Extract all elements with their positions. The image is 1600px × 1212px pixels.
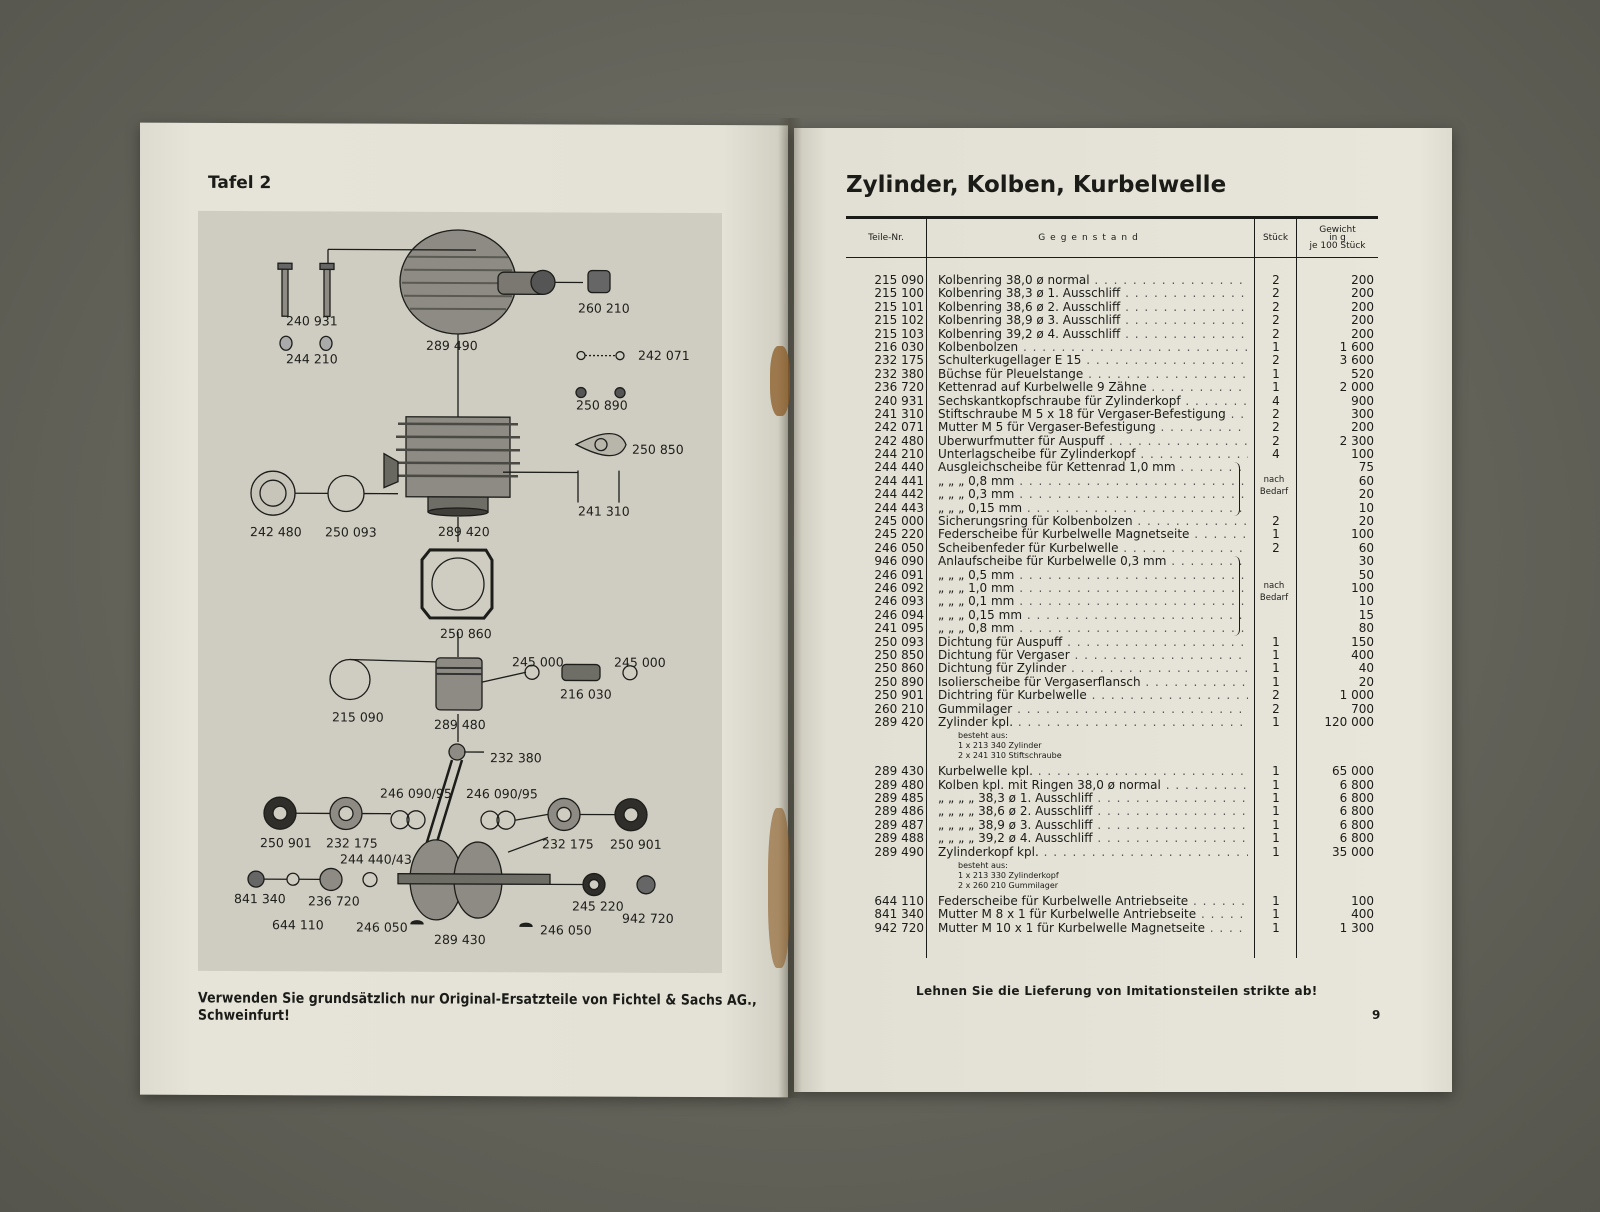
table-row xyxy=(846,314,1378,327)
header-gewicht-line3: je 100 Stück xyxy=(1309,241,1366,251)
rust-stain xyxy=(768,808,790,968)
part-label: 232 175 xyxy=(326,835,378,851)
table-row xyxy=(846,381,1378,394)
part-weight: 50 xyxy=(1358,567,1374,582)
part-quantity: 1 xyxy=(1272,817,1280,832)
bedarf-line2: Bedarf xyxy=(1259,487,1289,497)
part-description: „ „ „ 0,1 mm . . . xyxy=(938,595,1248,608)
part-quantity: 1 xyxy=(1272,844,1280,859)
part-number: 246 093 xyxy=(874,594,924,609)
part-description: Kettenrad auf Kurbelwelle 9 Zähne . . . xyxy=(938,381,1248,394)
part-quantity: 4 xyxy=(1272,447,1280,462)
part-number: 289 430 xyxy=(874,764,924,779)
subrow-text: 2 x 241 310 Stiftschraube xyxy=(958,751,1062,761)
subrow-text: besteht aus: xyxy=(958,861,1008,871)
header-stueck: Stück xyxy=(1254,219,1296,257)
part-quantity: 1 xyxy=(1272,894,1280,909)
bedarf-line1: nach xyxy=(1263,475,1285,485)
part-description: Kolbenring 38,3 ø 1. Ausschliff . . . xyxy=(938,287,1248,300)
part-description: „ „ „ 1,0 mm . . . xyxy=(938,582,1248,595)
part-quantity: 1 xyxy=(1272,661,1280,676)
part-description: „ „ „ „ 38,3 ø 1. Ausschliff . . . xyxy=(938,792,1248,805)
part-quantity: 2 xyxy=(1272,313,1280,328)
part-description: „ „ „ 0,15 mm . . . xyxy=(938,502,1248,515)
table-row xyxy=(846,488,1378,501)
nach-bedarf-note xyxy=(1254,474,1294,498)
table-row xyxy=(846,408,1378,421)
part-label: 246 050 xyxy=(540,922,592,938)
part-description: Sicherungsring für Kolbenbolzen . . . xyxy=(938,515,1248,528)
part-number: 250 901 xyxy=(874,688,924,703)
part-weight: 20 xyxy=(1358,674,1374,689)
part-number: 289 487 xyxy=(874,817,924,832)
part-number: 246 094 xyxy=(874,607,924,622)
left-page xyxy=(140,123,788,1098)
part-label: 841 340 xyxy=(234,890,286,907)
parts-table xyxy=(846,274,1378,935)
part-quantity: 1 xyxy=(1272,380,1280,395)
table-row xyxy=(846,582,1378,595)
table-row xyxy=(846,502,1378,515)
header-gewicht xyxy=(1296,219,1378,257)
part-number: 250 850 xyxy=(874,647,924,662)
part-description: „ „ „ „ 38,9 ø 3. Ausschliff . . . xyxy=(938,819,1248,832)
part-number: 246 091 xyxy=(874,567,924,582)
part-label: 215 090 xyxy=(332,709,384,725)
part-quantity: 1 xyxy=(1272,714,1280,729)
part-weight: 6 800 xyxy=(1339,817,1374,832)
part-weight: 520 xyxy=(1351,366,1374,381)
part-number: 215 090 xyxy=(874,273,924,287)
part-label: 260 210 xyxy=(578,300,630,316)
part-quantity: 1 xyxy=(1272,791,1280,806)
part-description: Ausgleichscheibe für Kettenrad 1,0 mm . . . xyxy=(938,461,1248,474)
part-number: 236 720 xyxy=(874,380,924,395)
part-quantity: 1 xyxy=(1272,527,1280,542)
table-row xyxy=(846,703,1378,716)
part-description: „ „ „ 0,8 mm . . . xyxy=(938,475,1248,488)
part-weight: 6 800 xyxy=(1339,804,1374,819)
part-quantity: 2 xyxy=(1272,406,1280,421)
part-weight: 30 xyxy=(1358,554,1374,569)
part-weight: 1 300 xyxy=(1339,920,1374,935)
part-description: Scheibenfeder für Kurbelwelle . . . xyxy=(938,542,1248,555)
part-label: 246 050 xyxy=(356,919,408,935)
part-description: Dichtung für Auspuff . . . xyxy=(938,636,1248,649)
table-row xyxy=(846,716,1378,729)
part-description: Kolbenring 38,6 ø 2. Ausschliff . . . xyxy=(938,301,1248,314)
table-row xyxy=(846,461,1378,474)
table-row xyxy=(846,908,1378,921)
part-number: 215 103 xyxy=(874,326,924,341)
right-page xyxy=(794,128,1452,1092)
part-description: „ „ „ 0,3 mm . . . xyxy=(938,488,1248,501)
part-quantity: 1 xyxy=(1272,777,1280,792)
part-label: 246 090/95 xyxy=(466,786,538,802)
part-number: 289 488 xyxy=(874,831,924,846)
part-label: 241 310 xyxy=(578,503,630,519)
exploded-parts-diagram xyxy=(198,211,722,973)
part-number: 289 480 xyxy=(874,777,924,792)
part-quantity: 2 xyxy=(1272,353,1280,368)
table-row xyxy=(846,689,1378,702)
part-number: 215 102 xyxy=(874,313,924,328)
part-label: 289 490 xyxy=(426,337,478,354)
part-weight: 1 600 xyxy=(1339,339,1374,354)
brace xyxy=(1234,556,1240,636)
part-label: 644 110 xyxy=(272,917,324,933)
part-description: Unterlagscheibe für Zylinderkopf . . . xyxy=(938,448,1248,461)
table-row xyxy=(846,435,1378,448)
page-title: Zylinder, Kolben, Kurbelwelle xyxy=(846,172,1227,198)
part-label: 236 720 xyxy=(308,893,360,909)
part-weight: 200 xyxy=(1351,420,1374,435)
header-gewicht-line2: in g xyxy=(1329,233,1346,243)
part-number: 244 442 xyxy=(874,487,924,502)
part-weight: 200 xyxy=(1351,299,1374,314)
part-label: 245 220 xyxy=(572,898,624,914)
part-weight: 6 800 xyxy=(1339,791,1374,806)
table-row xyxy=(846,341,1378,354)
part-weight: 700 xyxy=(1351,701,1374,716)
header-teile-nr: Teile-Nr. xyxy=(868,233,904,243)
page-number: 9 xyxy=(1372,1008,1381,1022)
part-description: „ „ „ 0,5 mm . . . xyxy=(938,569,1248,582)
table-row xyxy=(846,779,1378,792)
part-number: 250 890 xyxy=(874,674,924,689)
part-description: „ „ „ 0,8 mm . . . xyxy=(938,622,1248,635)
part-weight: 75 xyxy=(1358,460,1374,475)
part-label: 216 030 xyxy=(560,686,612,702)
table-header xyxy=(846,216,1378,258)
part-description: Kolbenring 38,0 ø normal . . . xyxy=(938,274,1248,287)
part-weight: 80 xyxy=(1358,621,1374,636)
table-row xyxy=(846,421,1378,434)
table-row xyxy=(846,569,1378,582)
part-label: 232 175 xyxy=(542,836,594,852)
table-row xyxy=(846,609,1378,622)
part-weight: 60 xyxy=(1358,473,1374,488)
part-description: „ „ „ 0,15 mm . . . xyxy=(938,609,1248,622)
part-quantity: 2 xyxy=(1272,420,1280,435)
part-description: Anlaufscheibe für Kurbelwelle 0,3 mm . . . xyxy=(938,555,1248,568)
part-label: 242 480 xyxy=(250,524,302,540)
part-weight: 120 000 xyxy=(1324,714,1374,729)
part-quantity: 1 xyxy=(1272,634,1280,649)
part-quantity: 2 xyxy=(1272,326,1280,341)
part-description: Mutter M 8 x 1 für Kurbelwelle Antriebseite . . . xyxy=(938,908,1248,921)
table-row xyxy=(846,805,1378,818)
part-quantity: 1 xyxy=(1272,764,1280,779)
part-number: 644 110 xyxy=(874,894,924,909)
part-quantity: 2 xyxy=(1272,299,1280,314)
part-label: 250 890 xyxy=(576,397,628,413)
part-number: 241 095 xyxy=(874,621,924,636)
part-weight: 2 300 xyxy=(1339,433,1374,448)
table-row xyxy=(846,662,1378,675)
open-booklet xyxy=(140,118,1455,1090)
part-weight: 200 xyxy=(1351,286,1374,301)
table-row xyxy=(846,528,1378,541)
part-description: „ „ „ „ 38,6 ø 2. Ausschliff . . . xyxy=(938,805,1248,818)
part-label: 250 901 xyxy=(260,835,312,851)
part-number: 241 310 xyxy=(874,406,924,421)
part-number: 244 210 xyxy=(874,447,924,462)
left-footer-note: Verwenden Sie grundsätzlich nur Original-Ersatzteile von Fichtel & Sachs AG., Schweinfurt! xyxy=(198,988,757,1024)
part-weight: 10 xyxy=(1358,594,1374,609)
part-description: Gummilager . . . xyxy=(938,703,1248,716)
part-description: Kolbenring 39,2 ø 4. Ausschliff . . . xyxy=(938,328,1248,341)
part-description: Überwurfmutter für Auspuff . . . xyxy=(938,435,1248,448)
table-row xyxy=(846,448,1378,461)
part-quantity: 1 xyxy=(1272,907,1280,922)
part-quantity: 2 xyxy=(1272,688,1280,703)
nach-bedarf-note xyxy=(1254,580,1294,604)
right-footer-note: Lehnen Sie die Lieferung von Imitationsteilen strikte ab! xyxy=(916,984,1318,998)
part-number: 244 441 xyxy=(874,473,924,488)
part-description: Kolben kpl. mit Ringen 38,0 ø normal . . . xyxy=(938,779,1248,792)
part-number: 250 860 xyxy=(874,661,924,676)
table-row xyxy=(846,819,1378,832)
part-description: Sechskantkopfschraube für Zylinderkopf . . . xyxy=(938,395,1248,408)
part-label: 250 901 xyxy=(610,836,662,852)
part-number: 289 490 xyxy=(874,844,924,859)
part-number: 289 485 xyxy=(874,791,924,806)
subrow-text: 2 x 260 210 Gummilager xyxy=(958,881,1059,891)
cylinder-head-drawing xyxy=(400,230,555,335)
table-row xyxy=(846,274,1378,287)
table-row xyxy=(846,368,1378,381)
part-number: 244 443 xyxy=(874,500,924,515)
crankshaft-drawing xyxy=(398,744,550,921)
cylinder-drawing xyxy=(384,417,520,517)
plate-title: Tafel 2 xyxy=(208,172,272,194)
part-weight: 200 xyxy=(1351,313,1374,328)
part-description: Dichtung für Zylinder . . . xyxy=(938,662,1248,675)
part-weight: 100 xyxy=(1351,447,1374,462)
part-description: „ „ „ „ 39,2 ø 4. Ausschliff . . . xyxy=(938,832,1248,845)
header-gegenstand: Gegenstand xyxy=(926,219,1254,257)
part-weight: 100 xyxy=(1351,580,1374,595)
part-weight: 200 xyxy=(1351,273,1374,287)
part-number: 215 101 xyxy=(874,299,924,314)
part-description: Zylinderkopf kpl. . . . xyxy=(938,846,1248,859)
part-quantity: 1 xyxy=(1272,804,1280,819)
table-row xyxy=(846,301,1378,314)
rust-stain xyxy=(770,346,790,416)
part-quantity: 1 xyxy=(1272,831,1280,846)
part-weight: 3 600 xyxy=(1339,353,1374,368)
part-label: 244 210 xyxy=(286,351,338,367)
part-number: 232 175 xyxy=(874,353,924,368)
table-row xyxy=(846,395,1378,408)
part-description: Stiftschraube M 5 x 18 für Vergaser-Befestigung . . . xyxy=(938,408,1248,421)
part-description: Mutter M 5 für Vergaser-Befestigung . . . xyxy=(938,421,1248,434)
table-subrow xyxy=(846,729,1378,739)
header-gewicht-line1: Gewicht xyxy=(1319,225,1356,235)
part-label: 289 480 xyxy=(434,716,486,733)
part-quantity: 1 xyxy=(1272,647,1280,662)
part-weight: 35 000 xyxy=(1332,844,1374,859)
part-weight: 2 000 xyxy=(1339,380,1374,395)
part-number: 246 092 xyxy=(874,580,924,595)
part-quantity: 1 xyxy=(1272,366,1280,381)
part-description: Kolbenbolzen . . . xyxy=(938,341,1248,354)
table-row xyxy=(846,636,1378,649)
part-number: 250 093 xyxy=(874,634,924,649)
table-row xyxy=(846,287,1378,300)
bedarf-line2: Bedarf xyxy=(1259,593,1289,603)
piston-drawing xyxy=(330,657,637,710)
part-weight: 20 xyxy=(1358,514,1374,529)
table-subrow xyxy=(846,879,1378,889)
part-label: 250 093 xyxy=(325,524,377,540)
part-description: Zylinder kpl. . . . xyxy=(938,716,1248,729)
part-quantity: 2 xyxy=(1272,286,1280,301)
part-number: 242 071 xyxy=(874,420,924,435)
part-number: 841 340 xyxy=(874,907,924,922)
table-subrow xyxy=(846,869,1378,879)
part-number: 242 480 xyxy=(874,433,924,448)
table-row xyxy=(846,846,1378,859)
table-subrow xyxy=(846,859,1378,869)
table-row xyxy=(846,895,1378,908)
part-weight: 100 xyxy=(1351,894,1374,909)
part-description: Dichtring für Kurbelwelle . . . xyxy=(938,689,1248,702)
table-row xyxy=(846,354,1378,367)
part-weight: 900 xyxy=(1351,393,1374,408)
part-number: 946 090 xyxy=(874,554,924,569)
part-number: 289 486 xyxy=(874,804,924,819)
part-weight: 65 000 xyxy=(1332,764,1374,779)
part-description: Federscheibe für Kurbelwelle Magnetseite . . . xyxy=(938,528,1248,541)
table-row xyxy=(846,676,1378,689)
part-weight: 60 xyxy=(1358,540,1374,555)
part-label: 289 430 xyxy=(434,931,486,948)
part-quantity: 2 xyxy=(1272,540,1280,555)
table-subrow xyxy=(846,739,1378,749)
part-description: Schulterkugellager E 15 . . . xyxy=(938,354,1248,367)
table-row xyxy=(846,765,1378,778)
part-number: 232 380 xyxy=(874,366,924,381)
part-label: 246 090/95 xyxy=(380,785,452,801)
table-row xyxy=(846,542,1378,555)
part-label: 242 071 xyxy=(638,347,690,363)
part-description: Dichtung für Vergaser . . . xyxy=(938,649,1248,662)
table-row xyxy=(846,475,1378,488)
subrow-text: 1 x 213 340 Zylinder xyxy=(958,741,1042,751)
part-weight: 400 xyxy=(1351,647,1374,662)
part-description: Büchse für Pleuelstange . . . xyxy=(938,368,1248,381)
part-weight: 6 800 xyxy=(1339,777,1374,792)
table-subrow xyxy=(846,749,1378,759)
subrow-text: 1 x 213 330 Zylinderkopf xyxy=(958,871,1059,881)
part-description: Kolbenring 38,9 ø 3. Ausschliff . . . xyxy=(938,314,1248,327)
part-label: 232 380 xyxy=(490,750,542,766)
part-label: 250 850 xyxy=(632,441,684,457)
part-weight: 40 xyxy=(1358,661,1374,676)
part-number: 240 931 xyxy=(874,393,924,408)
table-row xyxy=(846,328,1378,341)
part-number: 215 100 xyxy=(874,286,924,301)
part-label: 244 440/43 xyxy=(340,851,412,867)
subrow-text: besteht aus: xyxy=(958,731,1008,741)
table-row xyxy=(846,649,1378,662)
brace xyxy=(1234,462,1240,516)
part-label: 240 931 xyxy=(286,313,338,329)
part-number: 260 210 xyxy=(874,701,924,716)
table-row xyxy=(846,832,1378,845)
part-weight: 1 000 xyxy=(1339,688,1374,703)
part-weight: 10 xyxy=(1358,500,1374,515)
part-label: 245 000 xyxy=(614,654,666,670)
table-row xyxy=(846,792,1378,805)
table-row xyxy=(846,555,1378,568)
part-quantity: 1 xyxy=(1272,339,1280,354)
part-label: 245 000 xyxy=(512,654,564,670)
table-row xyxy=(846,922,1378,935)
table-row xyxy=(846,515,1378,528)
parts-drawing xyxy=(198,211,722,973)
part-label: 942 720 xyxy=(622,910,674,926)
part-number: 942 720 xyxy=(874,920,924,935)
part-number: 289 420 xyxy=(874,714,924,729)
part-quantity: 2 xyxy=(1272,433,1280,448)
part-quantity: 2 xyxy=(1272,273,1280,287)
part-quantity: 1 xyxy=(1272,920,1280,935)
table-row xyxy=(846,595,1378,608)
part-description: Kurbelwelle kpl. . . . xyxy=(938,765,1248,778)
part-number: 245 220 xyxy=(874,527,924,542)
part-number: 244 440 xyxy=(874,460,924,475)
part-weight: 200 xyxy=(1351,326,1374,341)
part-number: 216 030 xyxy=(874,339,924,354)
part-label: 289 420 xyxy=(438,523,490,540)
part-quantity: 2 xyxy=(1272,514,1280,529)
part-number: 245 000 xyxy=(874,514,924,529)
part-description: Isolierscheibe für Vergaserflansch . . . xyxy=(938,676,1248,689)
part-weight: 300 xyxy=(1351,406,1374,421)
part-label: 250 860 xyxy=(440,625,492,642)
part-description: Federscheibe für Kurbelwelle Antriebseite . . . xyxy=(938,895,1248,908)
part-weight: 6 800 xyxy=(1339,831,1374,846)
part-number: 246 050 xyxy=(874,540,924,555)
part-weight: 400 xyxy=(1351,907,1374,922)
part-quantity: 4 xyxy=(1272,393,1280,408)
part-weight: 100 xyxy=(1351,527,1374,542)
part-quantity: 2 xyxy=(1272,701,1280,716)
part-description: Mutter M 10 x 1 für Kurbelwelle Magnetseite . . . xyxy=(938,922,1248,935)
part-quantity: 1 xyxy=(1272,674,1280,689)
bedarf-line1: nach xyxy=(1263,581,1285,591)
part-weight: 150 xyxy=(1351,634,1374,649)
table-row xyxy=(846,622,1378,635)
part-weight: 20 xyxy=(1358,487,1374,502)
part-weight: 15 xyxy=(1358,607,1374,622)
